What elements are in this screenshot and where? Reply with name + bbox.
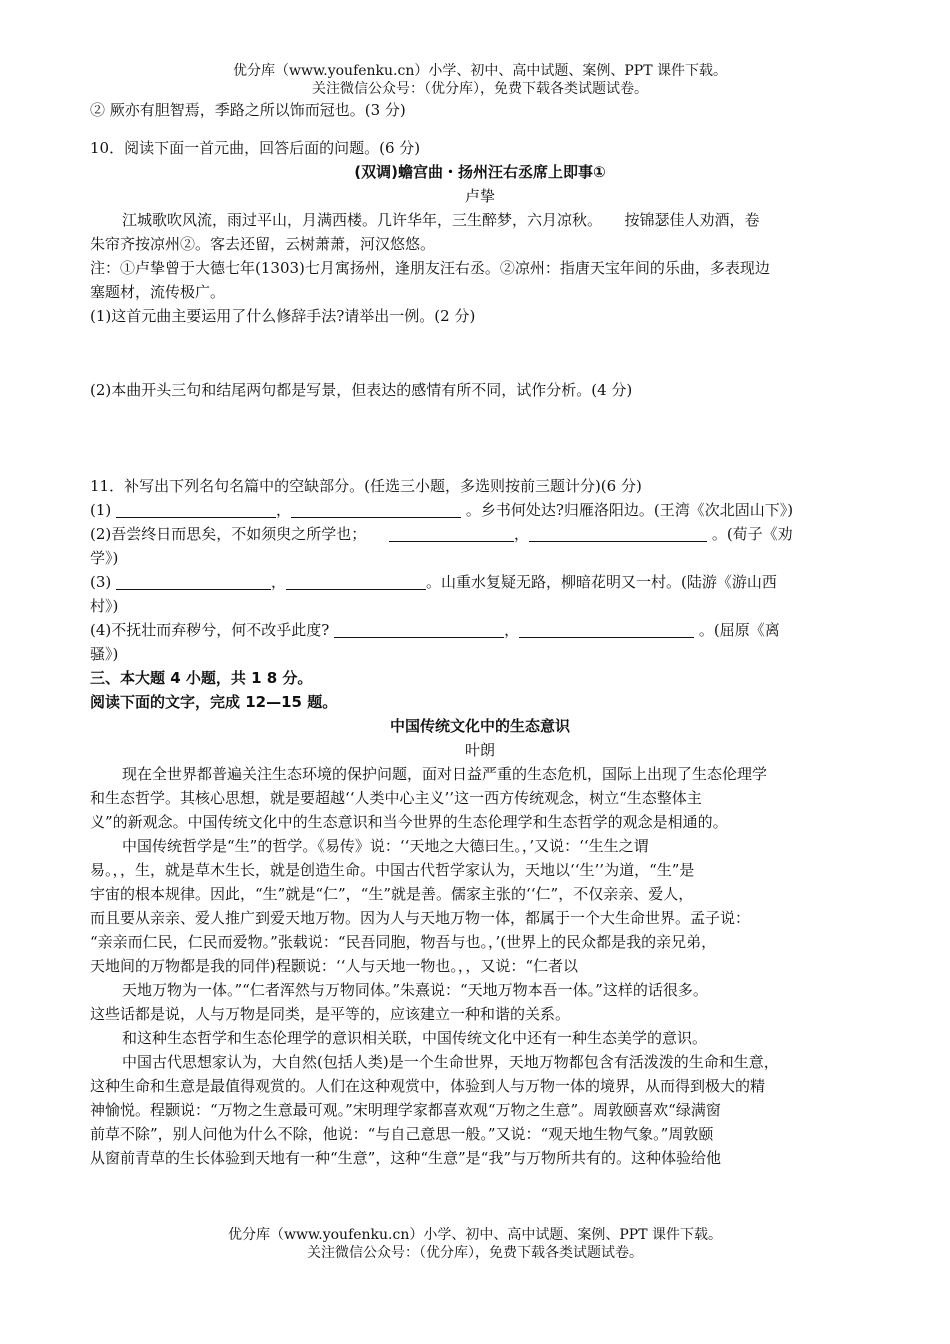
- article-line: 天地万物为一体。”“仁者浑然与万物同体。”朱熹说：“天地万物本吾一体。”这样的话很多。: [122, 981, 708, 999]
- section-instruction: 阅读下面的文字，完成 12—15 题。: [90, 693, 338, 711]
- article-line: “亲亲而仁民，仁民而爱物。”张载说：“民吾同胞，物吾与也。，’(世界上的民众都是我的亲兄弟，: [90, 933, 717, 951]
- poem-text-line: 江城歌吹风流，雨过平山，月满西楼。几许华年，三生醉梦，六月凉秋。 按锦瑟佳人劝酒，卷: [122, 211, 760, 229]
- question-10: [90, 136, 870, 474]
- section-heading: 三、本大题 4 小题，共 1 8 分。: [90, 669, 313, 687]
- page-footer: [0, 1226, 950, 1262]
- article-author: 叶朗: [464, 741, 495, 759]
- poem-author: 卢挚: [464, 187, 495, 205]
- page-header: [90, 62, 870, 98]
- article-line: 宇宙的根本规律。因此，“生”就是“仁”，“生”就是善。儒家主张的‘‘仁”，不仅亲亲、爱人，: [90, 885, 694, 903]
- article-line: 天地间的万物都是我的同伴)程颢说：‘‘人与天地一物也。，，又说：“仁者以: [90, 957, 579, 975]
- fill-blank[interactable]: [286, 573, 426, 590]
- fill-item-3-continued: 村》): [90, 597, 119, 615]
- article-line: 前草不除”，别人问他为什么不除，他说：“与自己意思一般。”又说：“观天地生物气象。”周敦颐: [90, 1125, 714, 1143]
- fill-blank[interactable]: [389, 525, 514, 542]
- poem-note-line: 注：①卢挚曾于大德七年(1303)七月寓扬州，逢朋友汪右丞。②凉州：指唐天宝年间的乐曲，多表现边: [90, 259, 770, 277]
- question-9-part-2: ② 厥亦有胆智焉，季路之所以饰而冠也。(3 分): [90, 101, 406, 119]
- fill-blank[interactable]: [116, 501, 276, 518]
- question-11-prompt: 11．补写出下列名句名篇中的空缺部分。(任选三小题，多选则按前三题计分)(6 分): [90, 477, 642, 495]
- header-line-1: 优分库（www.youfenku.cn）小学、初中、高中试题、案例、PPT 课件下载。: [232, 63, 727, 79]
- question-10-sub-1: (1)这首元曲主要运用了什么修辞手法?请举出一例。(2 分): [90, 307, 476, 325]
- article: [90, 714, 870, 1170]
- poem-title: (双调)蟾宫曲・扬州汪右丞席上即事①: [354, 163, 606, 181]
- fill-item-4-continued: 骚》): [90, 645, 119, 663]
- footer-line-2: 关注微信公众号：（优分库），免费下载各类试题试卷。: [307, 1245, 643, 1261]
- article-line: 从窗前青草的生长体验到天地有一种“生意”，这种“生意”是“我”与万物所共有的。这种体验给他: [90, 1149, 722, 1167]
- article-title: 中国传统文化中的生态意识: [389, 717, 570, 735]
- article-line: 易。，，生，就是草木生长，就是创造生命。中国古代哲学家认为，天地以‘‘生’’为道，“生”是: [90, 861, 695, 879]
- article-line: 现在全世界都普遍关注生态环境的保护问题，面对日益严重的生态危机，国际上出现了生态伦理学: [122, 765, 768, 783]
- document-page: [90, 62, 870, 1170]
- fill-item-2-continued: 学》): [90, 549, 119, 567]
- header-line-2: 关注微信公众号：（优分库），免费下载各类试题试卷。: [312, 81, 648, 97]
- fill-item-2: (2)吾尝终日而思矣，不如须臾之所学也； ， 。(荀子《劝: [90, 525, 793, 543]
- fill-blank[interactable]: [519, 621, 694, 638]
- article-line: 和这种生态哲学和生态伦理学的意识相关联，中国传统文化中还有一种生态美学的意识。: [122, 1029, 708, 1047]
- answer-space[interactable]: [90, 328, 870, 378]
- article-line: 中国传统哲学是“生”的哲学。《易传》说：‘‘天地之大德曰生。，’又说：‘‘生生之谓: [122, 837, 649, 855]
- article-line: 神愉悦。程颢说：“万物之生意最可观。”宋明理学家都喜欢观“万物之生意”。周敦颐喜欢“绿满窗: [90, 1101, 721, 1119]
- fill-blank[interactable]: [116, 573, 271, 590]
- article-line: 中国古代思想家认为，大自然(包括人类)是一个生命世界，天地万物都包含有活泼泼的生命和生意，: [122, 1053, 779, 1071]
- question-11: [90, 474, 870, 666]
- article-line: 和生态哲学。其核心思想，就是要超越‘‘人类中心主义’’这一西方传统观念，树立“生态整体主: [90, 789, 702, 807]
- question-10-prompt: 10．阅读下面一首元曲，回答后面的问题。(6 分): [90, 139, 421, 157]
- poem-note-line: 塞题材，流传极广。: [90, 283, 226, 301]
- fill-blank[interactable]: [334, 621, 504, 638]
- fill-item-4: (4)不抚壮而弃秽兮，何不改乎此度? ， 。(屈原《离: [90, 621, 780, 639]
- answer-space[interactable]: [90, 402, 870, 474]
- article-line: 这些话都是说，人与万物是同类，是平等的，应该建立一种和谐的关系。: [90, 1005, 571, 1023]
- poem-text-line: 朱帘齐按凉州②。客去还留，云树萧萧，河汉悠悠。: [90, 235, 436, 253]
- footer-line-1: 优分库（www.youfenku.cn）小学、初中、高中试题、案例、PPT 课件下载。: [227, 1227, 722, 1243]
- fill-item-1: (1) ， 。乡书何处达?归雁洛阳边。(王湾《次北固山下》): [90, 501, 794, 519]
- article-line: 义”的新观念。中国传统文化中的生态意识和当今世界的生态伦理学和生态哲学的观念是相通的。: [90, 813, 728, 831]
- fill-blank[interactable]: [291, 501, 461, 518]
- question-10-sub-2: (2)本曲开头三句和结尾两句都是写景，但表达的感情有所不同，试作分析。(4 分): [90, 381, 633, 399]
- fill-blank[interactable]: [529, 525, 707, 542]
- article-line: 这种生命和生意是最值得观赏的。人们在这种观赏中，体验到人与万物一体的境界，从而得到极大的精: [90, 1077, 766, 1095]
- article-line: 而且要从亲亲、爱人推广到爱天地万物。因为人与天地万物一体，都属于一个大生命世界。孟子说：: [90, 909, 751, 927]
- fill-item-3: (3) ， 。山重水复疑无路，柳暗花明又一村。(陆游《游山西: [90, 573, 777, 591]
